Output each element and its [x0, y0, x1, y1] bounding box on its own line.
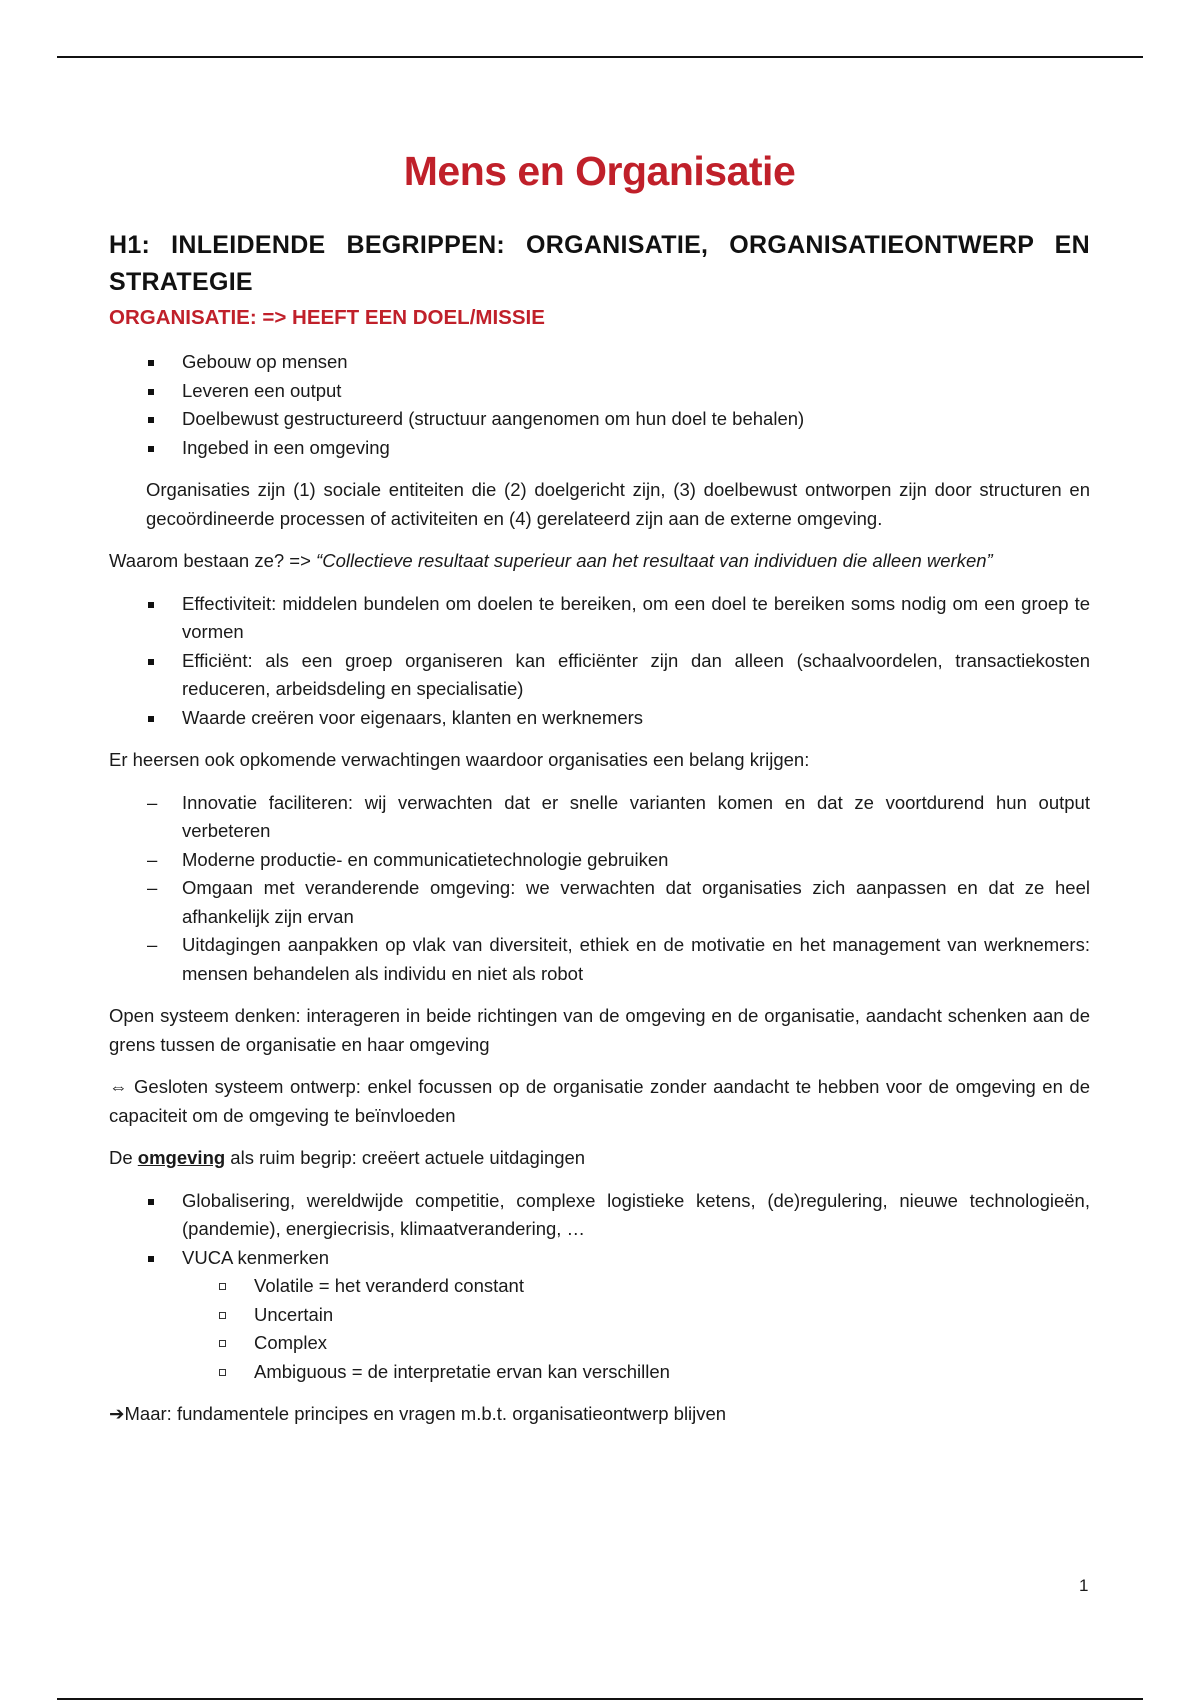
vuca-item: Volatile = het veranderd constant — [254, 1275, 524, 1296]
list-item: Innovatie faciliteren: wij verwachten dat er snelle varianten komen en dat ze voortdurend hun output verbeteren — [182, 791, 1090, 841]
left-right-arrow-icon: ⇔ — [109, 1076, 128, 1097]
expectations-intro: Er heersen ook opkomende verwachtingen waardoor organisaties een belang krijgen: — [109, 749, 810, 770]
list-item: VUCA kenmerken — [182, 1246, 330, 1268]
closed-system-paragraph: ⇔ Gesloten systeem ontwerp: enkel focussen op de organisatie zonder aandacht te hebben voor de omgeving en de capaciteit om de omgeving te beïnvloeden — [109, 1076, 1090, 1126]
why-quote: “Collectieve resultaat superieur aan het resultaat van individuen die alleen werken” — [316, 550, 993, 571]
list-item: Uitdagingen aanpakken op vlak van diversiteit, ethiek en de motivatie en het management van werknemers: mensen behandelen als individu en niet als robot — [182, 934, 1090, 984]
list-item: Effectiviteit: middelen bundelen om doelen te bereiken, om een doel te bereiken soms nodig om een groep te vormen — [182, 592, 1090, 642]
list-item: Globalisering, wereldwijde competitie, complexe logistieke ketens, (de)regulering, nieuwe technologieën, (pandemie), energiecrisis, klimaatverandering, … — [182, 1189, 1090, 1239]
conclusion-paragraph: ➔Maar: fundamentele principes en vragen m.b.t. organisatieontwerp blijven — [109, 1403, 727, 1424]
why-paragraph: Waarom bestaan ze? => “Collectieve resultaat superieur aan het resultaat van individuen die alleen werken” — [109, 550, 993, 571]
vuca-item: Uncertain — [254, 1303, 334, 1325]
header-rule — [57, 56, 1143, 58]
environment-term: omgeving — [137, 1147, 226, 1168]
expectations-list — [109, 789, 1090, 989]
page-content — [109, 145, 1090, 1429]
list-item: Waarde creëren voor eigenaars, klanten en werknemers — [182, 706, 644, 728]
open-system-paragraph: Open systeem denken: interageren in beide richtingen van de omgeving en de organisatie, aandacht schenken aan de grens tussen de organisatie en haar omgeving — [109, 1005, 1090, 1055]
chapter-heading: H1: INLEIDENDE BEGRIPPEN: ORGANISATIE, ORGANISATIEONTWERP EN STRATEGIE — [109, 231, 1090, 296]
definition-paragraph: Organisaties zijn (1) sociale entiteiten die (2) doelgericht zijn, (3) doelbewust ontworpen zijn door structuren en gecoördineerde processen of activiteiten en (4) gerelateerd zijn aan de externe omgeving. — [146, 479, 1090, 529]
list-item: Omgaan met veranderende omgeving: we verwachten dat organisaties zich aanpassen en dat ze heel afhankelijk zijn ervan — [182, 877, 1090, 927]
list-item: Doelbewust gestructureerd (structuur aangenomen om hun doel te behalen) — [182, 408, 805, 429]
list-item: Efficiënt: als een groep organiseren kan efficiënter zijn dan alleen (schaalvoordelen, transactiekosten reduceren, arbeidsdeling en specialisatie) — [182, 649, 1090, 699]
vuca-item: Ambiguous = de interpretatie ervan kan verschillen — [254, 1360, 670, 1382]
why-bullet-list — [109, 590, 1090, 733]
environment-bullet-list — [109, 1187, 1090, 1387]
list-item: Leveren een output — [182, 379, 342, 401]
vuca-item: Complex — [254, 1332, 327, 1353]
organisation-bullet-list — [109, 348, 1090, 462]
list-item: Gebouw op mensen — [182, 351, 348, 372]
environment-paragraph: De omgeving als ruim begrip: creëert actuele uitdagingen — [109, 1147, 586, 1168]
page-number: 1 — [1079, 1576, 1089, 1595]
section-heading: ORGANISATIE: => HEEFT EEN DOEL/MISSIE — [109, 306, 545, 329]
document-title: Mens en Organisatie — [403, 148, 796, 194]
right-arrow-icon: ➔ — [109, 1403, 125, 1424]
list-item: Moderne productie- en communicatietechnologie gebruiken — [182, 848, 669, 870]
list-item: Ingebed in een omgeving — [182, 436, 390, 458]
